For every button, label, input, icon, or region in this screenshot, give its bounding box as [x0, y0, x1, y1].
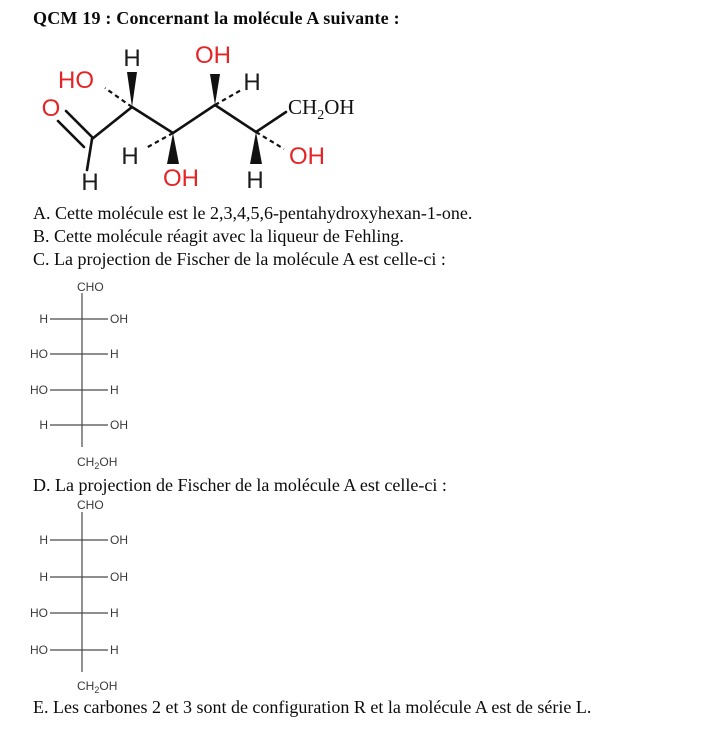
fischer2-row3-left: HO	[30, 606, 48, 620]
ch2oh-oh: OH	[324, 95, 355, 119]
fischer1-cho-label: CHO	[77, 280, 104, 294]
fischer2-row4-left: HO	[30, 643, 48, 657]
wedge-bond-c4-oh	[210, 74, 220, 105]
fischer2-ch2oh-subscript: 2	[94, 685, 100, 695]
c3-oh-label: OH	[163, 165, 199, 192]
fischer1-ch2oh-label	[77, 455, 117, 471]
fischer1-row4-left: H	[39, 418, 48, 432]
fischer2-ch2oh-label	[77, 679, 117, 695]
c5-h-label: H	[246, 167, 264, 194]
molecule-a-structure	[22, 38, 382, 203]
option-a: A. Cette molécule est le 2,3,4,5,6-pentahydroxyhexan-1-one.	[33, 203, 473, 223]
c2-ho-label: HO	[58, 67, 94, 94]
c4-h-label: H	[243, 69, 261, 96]
option-c: C. La projection de Fischer de la molécule A est celle-ci :	[33, 249, 446, 269]
dashed-bond-c3-h	[146, 133, 173, 148]
fischer-projection-option-c	[28, 276, 148, 472]
fischer-projection-option-d	[28, 496, 148, 696]
option-d: D. La projection de Fischer de la molécule A est celle-ci :	[33, 475, 447, 495]
fischer1-row4-right: OH	[110, 418, 128, 432]
fischer1-row2-right: H	[110, 347, 119, 361]
fischer2-row2-left: H	[39, 570, 48, 584]
wedge-bond-c3-oh	[167, 133, 179, 164]
fischer2-ch2oh-ch: CH	[77, 679, 95, 693]
fischer2-row1-left: H	[39, 533, 48, 547]
c4-oh-label: OH	[195, 42, 231, 69]
fischer2-row2-right: OH	[110, 570, 128, 584]
fischer2-row1-right: OH	[110, 533, 128, 547]
option-e: E. Les carbones 2 et 3 sont de configuration R et la molécule A est de série L.	[33, 697, 592, 717]
fischer1-ch2oh-oh: OH	[99, 455, 118, 469]
option-b: B. Cette molécule réagit avec la liqueur de Fehling.	[33, 226, 404, 246]
carbon-backbone-bond	[92, 105, 286, 139]
ch2oh-label	[288, 95, 355, 123]
c5-oh-label: OH	[289, 143, 325, 170]
fischer2-row3-right: H	[110, 606, 119, 620]
dashed-bond-c2-ho	[105, 88, 132, 107]
fischer2-ch2oh-oh: OH	[99, 679, 118, 693]
bond-c1-h	[87, 139, 92, 170]
aldehyde-h-label: H	[81, 169, 99, 196]
fischer2-cho-label: CHO	[77, 498, 104, 512]
fischer1-row2-left: HO	[30, 347, 48, 361]
ch2oh-subscript: 2	[317, 108, 325, 123]
wedge-bond-c2-h	[127, 72, 137, 107]
fischer1-ch2oh-subscript: 2	[94, 461, 100, 471]
question-title: QCM 19 : Concernant la molécule A suivante :	[33, 8, 400, 28]
fischer1-row1-left: H	[39, 312, 48, 326]
aldehyde-o-label: O	[41, 95, 61, 122]
c3-h-label: H	[121, 143, 139, 170]
dashed-bond-c5-oh	[256, 132, 284, 149]
fischer2-row4-right: H	[110, 643, 119, 657]
dashed-bond-c4-h	[215, 89, 243, 105]
ch2oh-ch: CH	[288, 95, 318, 119]
fischer1-row3-right: H	[110, 383, 119, 397]
wedge-bond-c5-h	[250, 132, 262, 164]
fischer1-ch2oh-ch: CH	[77, 455, 95, 469]
fischer1-row1-right: OH	[110, 312, 128, 326]
c2-h-label: H	[123, 45, 141, 72]
fischer1-row3-left: HO	[30, 383, 48, 397]
